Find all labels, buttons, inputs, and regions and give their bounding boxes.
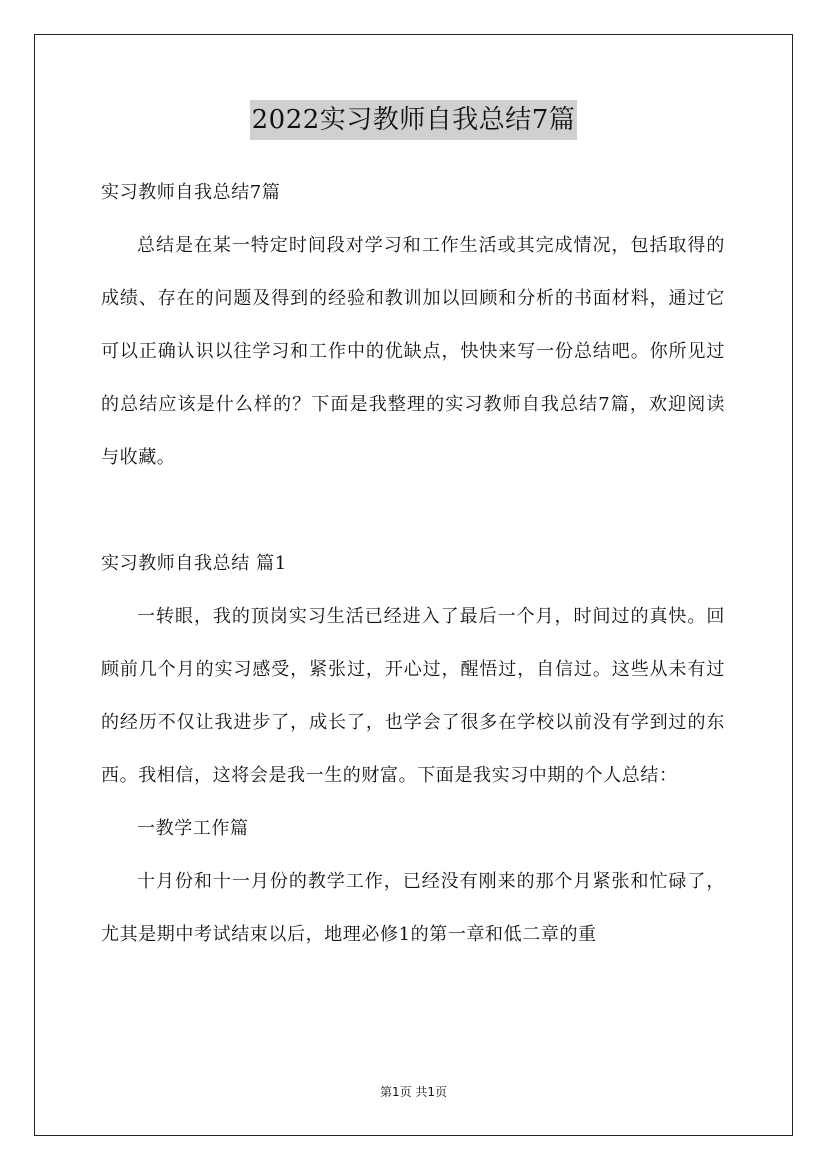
section-paragraph: 十月份和十一月份的教学工作，已经没有刚来的那个月紧张和忙碌了，尤其是期中考试结束以后，地理必修1的第一章和低二章的重 bbox=[101, 871, 725, 945]
document-body bbox=[101, 166, 725, 961]
subsection-heading: 一教学工作篇 bbox=[137, 818, 249, 839]
section-heading: 实习教师自我总结 篇1 bbox=[101, 553, 287, 574]
page-footer: 第1页 共1页 bbox=[379, 1085, 448, 1099]
section-paragraph: 一转眼，我的顶岗实习生活已经进入了最后一个月，时间过的真快。回顾前几个月的实习感受，紧张过，开心过，醒悟过，自信过。这些从未有过的经历不仅让我进步了，成长了，也学会了很多在学校以前没有学到过的东西。我相信，这将会是我一生的财富。下面是我实习中期的个人总结： bbox=[101, 606, 725, 786]
document-title: 2022实习教师自我总结7篇 bbox=[250, 100, 578, 140]
document-subtitle: 实习教师自我总结7篇 bbox=[101, 182, 281, 203]
intro-paragraph: 总结是在某一特定时间段对学习和工作生活或其完成情况，包括取得的成绩、存在的问题及得到的经验和教训加以回顾和分析的书面材料，通过它可以正确认识以往学习和工作中的优缺点，快快来写一份总结吧。你所见过的总结应该是什么样的？下面是我整理的实习教师自我总结7篇，欢迎阅读与收藏。 bbox=[101, 235, 725, 468]
paragraph-gap bbox=[101, 484, 725, 537]
title-container bbox=[0, 100, 827, 140]
